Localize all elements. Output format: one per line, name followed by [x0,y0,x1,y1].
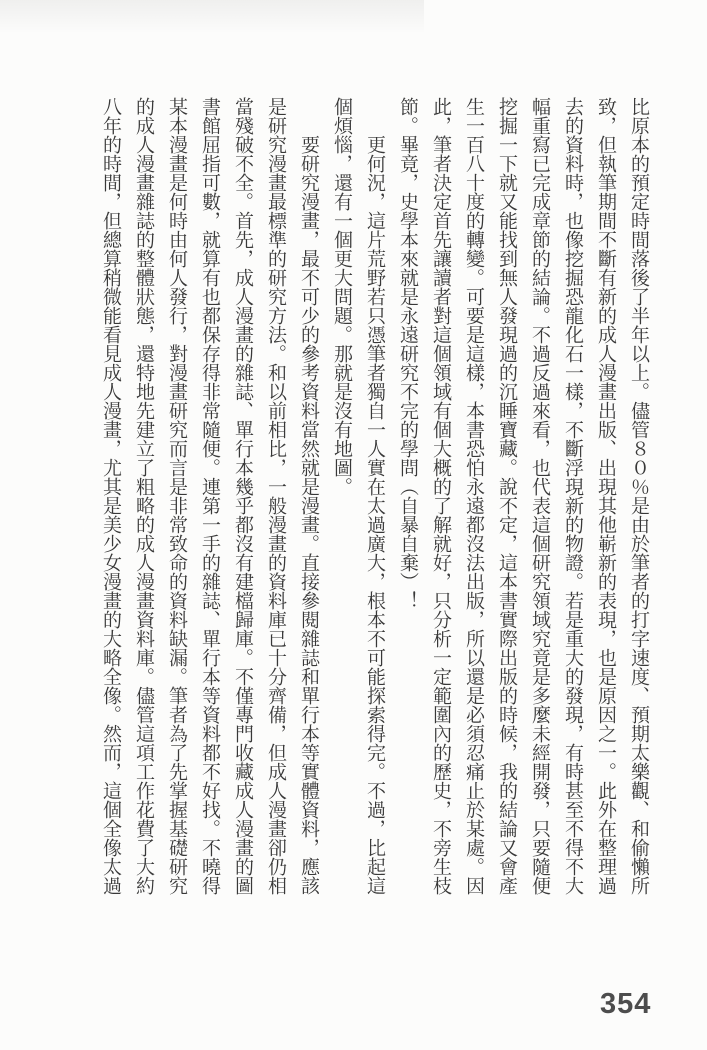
page-number: 354 [600,988,652,1020]
paragraph: 更何況，這片荒野若只憑筆者獨自一人實在太過廣大，根本不可能探索得完。不過，比起這個煩惱，還有一個更大問題。那就是沒有地圖。 [331,97,385,895]
vertical-text-block [94,97,655,897]
paragraph: 要研究漫畫，最不可少的參考資料當然就是漫畫。直接參閱雜誌和單行本等實體資料，應該是研究漫畫最標準的研究方法。和以前相比，一般漫畫的資料庫已十分齊備，但成人漫畫卻仍相當殘破不全。首先，成人漫畫的雜誌、單行本幾乎都沒有建檔歸庫。不僅專門收藏成人漫畫的圖書館屈指可數，就算有也都保存得非常隨便。連第一手的雜誌、單行本等資料都不好找。不曉得某本漫畫是何時由何人發行，對漫畫研究而言是非常致命的資料缺漏。筆者為了先掌握基礎研究的成人漫畫雜誌的整體狀態，還特地先建立了粗略的成人漫畫資料庫。儘管這項工作花費了大約八年的時間，但總算稍微能看見成人漫畫，尤其是美少女漫畫的大略全像。然而，這個全像太過 [100,97,319,895]
scan-shading [0,0,424,34]
paragraph: 比原本的預定時間落後了半年以上。儘管８０％是由於筆者的打字速度、預期太樂觀、和偷懶所致，但執筆期間不斷有新的成人漫畫出版、出現其他嶄新的表現，也是原因之一。此外在整理過去的資料時，也像挖掘恐龍化石一樣，不斷浮現新的物證。若是重大的發現，有時甚至不得不大幅重寫已完成章節的結論。不過反過來看，也代表這個研究領域究竟是多麼未經開發，只要隨便挖掘一下就又能找到無人發現過的沉睡寶藏。說不定，這本書實際出版的時候，我的結論又會產生一百八十度的轉變。可要是這樣，本書恐怕永遠都沒法出版，所以還是必須忍痛止於某處。因此，筆者決定首先讓讀者對這個領域有個大概的了解就好，只分析一定範圍內的歷史，不旁生枝節。畢竟，史學本來就是永遠研究不完的學問（自暴自棄）！ [397,97,649,895]
